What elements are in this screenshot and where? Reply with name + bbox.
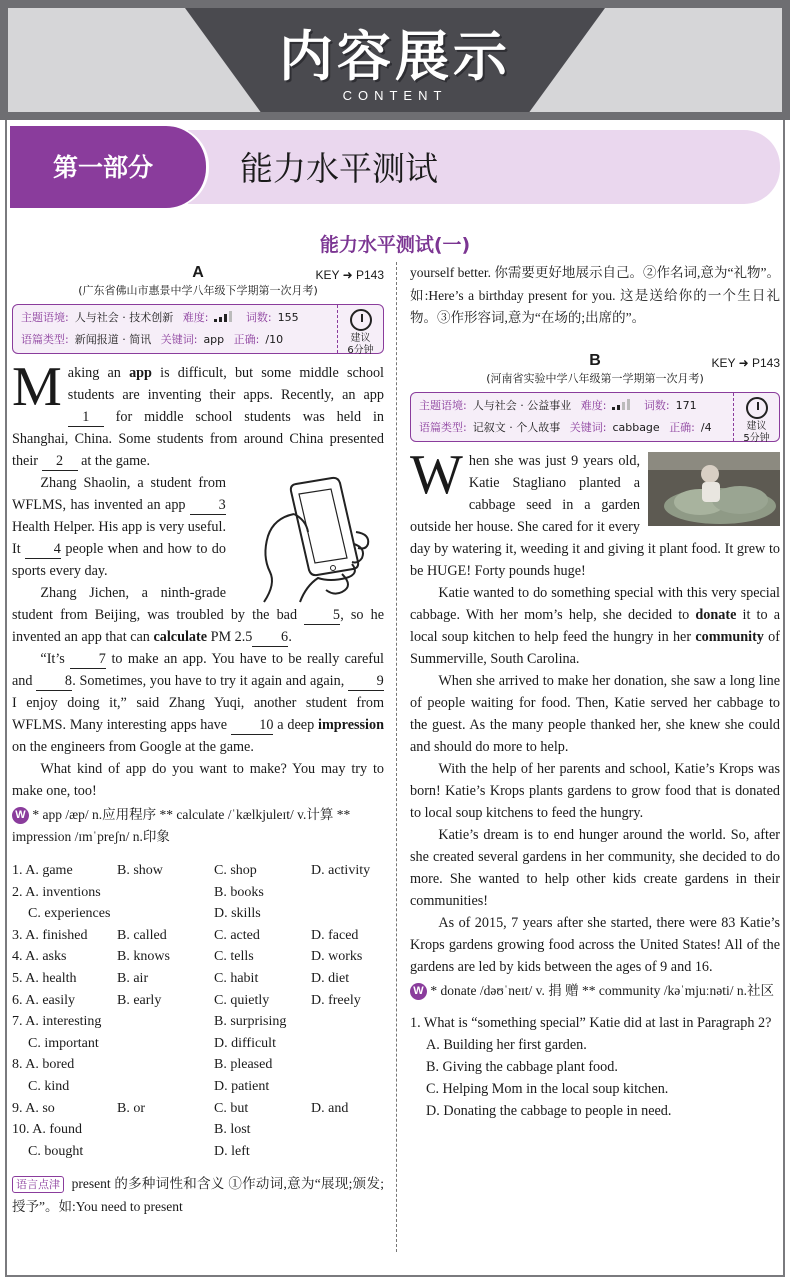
- dropcap: M: [12, 356, 62, 418]
- correct-label: 正确:: [233, 333, 260, 346]
- option-c[interactable]: C. Helping Mom in the local soup kitchen.: [426, 1080, 669, 1097]
- blank-6[interactable]: 6: [252, 628, 288, 647]
- option-choice[interactable]: 8. A. bored: [12, 1057, 75, 1073]
- option-choice[interactable]: C. important: [28, 1035, 99, 1051]
- option-choice[interactable]: B. show: [117, 863, 163, 878]
- option-d[interactable]: D. Donating the cabbage to people in need.: [426, 1102, 672, 1119]
- option-row: [12, 1076, 384, 1098]
- bold-word: calculate: [153, 629, 208, 645]
- option-choice[interactable]: D. left: [214, 1143, 250, 1159]
- difficulty-label: 难度:: [182, 311, 209, 324]
- text: Health Helper. His app is very useful. It: [12, 519, 226, 557]
- passage-b-source: (河南省实验中学八年级第一学期第一次月考): [486, 371, 704, 385]
- blank-2[interactable]: 2: [42, 452, 78, 471]
- wordcount-value: 155: [277, 311, 299, 324]
- option-choice[interactable]: D. diet: [311, 970, 350, 986]
- option-choice[interactable]: B. air: [117, 970, 149, 986]
- banner-title: 内容展示: [279, 25, 511, 88]
- text: to make an app. You have to be really careful and: [12, 651, 384, 689]
- option-choice[interactable]: D. works: [311, 949, 363, 965]
- language-note-continued: yourself better. 你需要更好地展示自己。②作名词,意为“礼物”。如:Here’s a birthday present for you. 这是送给你的一个生日礼物。③作形容词,意为“在场的;出席的”。: [410, 265, 780, 325]
- timer-minutes: 5分钟: [743, 432, 770, 444]
- option-choice[interactable]: D. freely: [311, 992, 361, 1008]
- option-choice[interactable]: B. knows: [117, 949, 170, 965]
- bold-word: community: [695, 628, 764, 645]
- passage-a-key: KEY ➜ P143: [315, 268, 384, 282]
- option-choice[interactable]: C. experiences: [28, 906, 111, 922]
- option-choice[interactable]: B. early: [117, 992, 162, 1008]
- suggested-time: [733, 393, 779, 444]
- text: . Sometimes, you have to try it again and again,: [72, 673, 348, 689]
- option-row: [12, 925, 384, 947]
- text: Zhang Jichen, a ninth-grade student from Beijing, was troubled by the bad: [12, 585, 305, 623]
- option-choice[interactable]: C. shop: [214, 863, 257, 878]
- option-choice[interactable]: D. patient: [214, 1078, 270, 1094]
- option-row: [12, 968, 384, 990]
- wordcount-value: 171: [675, 398, 697, 412]
- theme-label: 主题语境:: [21, 311, 69, 324]
- bold-word: impression: [318, 717, 384, 733]
- alarm-clock-icon: [350, 309, 372, 331]
- option-choice[interactable]: D. activity: [311, 863, 371, 878]
- option-choice[interactable]: C. habit: [214, 970, 259, 986]
- banner-subtitle: CONTENT: [342, 88, 448, 103]
- correct-label: 正确:: [669, 420, 695, 434]
- option-choice[interactable]: B. called: [117, 927, 167, 943]
- option-choice[interactable]: B. books: [214, 884, 264, 900]
- passage-a-paragraph-2: [12, 472, 384, 582]
- option-choice[interactable]: D. difficult: [214, 1035, 276, 1051]
- option-choice[interactable]: D. faced: [311, 927, 359, 943]
- blank-5[interactable]: 5: [304, 606, 340, 625]
- option-choice[interactable]: C. kind: [28, 1078, 70, 1094]
- option-row: [12, 1033, 384, 1055]
- word-badge-icon: W: [12, 807, 29, 824]
- vocab-text: * app /æp/ n.应用程序 ** calculate /ˈkælkjuleɪt/ v.计算 ** impression /ɪmˈpreʃn/ n.印象: [12, 807, 351, 844]
- passage-b-infobox: [410, 392, 780, 442]
- question-stem: 1. What is “something special” Katie did at last in Paragraph 2?: [410, 1014, 772, 1031]
- option-row: [12, 1098, 384, 1120]
- option-choice[interactable]: D. skills: [214, 906, 261, 922]
- option-row: [12, 1054, 384, 1076]
- timer-text: 建议: [350, 333, 371, 344]
- theme-value: 人与社会 · 公益事业: [472, 398, 572, 412]
- passage-a-letter: A: [192, 264, 204, 281]
- option-choice[interactable]: C. quietly: [214, 992, 270, 1008]
- passage-a-vocabulary: [12, 804, 384, 848]
- timer-text: 建议: [746, 420, 767, 432]
- type-label: 语篇类型:: [21, 333, 69, 346]
- section-title: 能力水平测试(一): [319, 234, 471, 256]
- correct-value: /4: [700, 420, 712, 434]
- option-choice[interactable]: 5. A. health: [12, 970, 77, 986]
- text: at the game.: [77, 453, 151, 469]
- text: aking an: [67, 365, 130, 381]
- keyword-value: cabbage: [612, 420, 660, 434]
- blank-10[interactable]: 10: [231, 716, 274, 735]
- text: on the engineers from Google at the game.: [12, 739, 254, 755]
- option-row: [12, 990, 384, 1012]
- question-1: [410, 1012, 780, 1122]
- wordcount-label: 词数:: [245, 311, 272, 324]
- passage-b-paragraph-3: When she arrived to make her donation, she saw a long line of people waiting for food. Then, Katie served her cabbage to the guest. As the many people thanked her, she knew she could and should do more to help.: [410, 672, 780, 755]
- header-banner: [0, 0, 790, 120]
- option-choice[interactable]: B. surprising: [214, 1014, 287, 1030]
- bold-word: donate: [695, 606, 737, 623]
- passage-a-options: [12, 860, 384, 1162]
- difficulty-signal-icon: [612, 399, 634, 410]
- passage-b-key: KEY ➜ P143: [711, 355, 780, 370]
- option-row: [12, 860, 384, 882]
- option-row: [12, 903, 384, 925]
- dropcap: W: [410, 443, 463, 506]
- text: “It’s: [40, 651, 71, 667]
- text: Zhang Shaolin, a student from WFLMS, has invented an app: [12, 475, 226, 513]
- passage-a-source: (广东省佛山市惠景中学八年级下学期第一次月考): [78, 284, 318, 297]
- photo-image: [648, 452, 780, 526]
- blank-4[interactable]: 4: [25, 540, 61, 559]
- text: a deep: [273, 717, 319, 733]
- right-column: [410, 262, 780, 1122]
- passage-b-letter: B: [589, 351, 601, 369]
- blank-7[interactable]: 7: [70, 650, 106, 669]
- passage-b-header: [410, 350, 780, 370]
- option-row: [12, 882, 384, 904]
- passage-b-paragraph-5: Katie’s dream is to end hunger around the world. So, after she created several gardens in her community, she decided to do more. She wanted to help other kids create gardens in their communities!: [410, 826, 780, 909]
- option-choice[interactable]: 7. A. interesting: [12, 1014, 102, 1030]
- blank-9[interactable]: 9: [348, 672, 384, 691]
- type-label: 语篇类型:: [419, 420, 467, 434]
- text: , so he invented an app that can: [12, 607, 384, 645]
- keyword-label: 关键词:: [160, 333, 198, 346]
- option-choice[interactable]: 4. A. asks: [12, 949, 67, 965]
- left-column: [12, 262, 384, 1218]
- language-note-text: present 的多种词性和含义 ①作动词,意为“展现;颁发;授予”。如:You need to present: [12, 1176, 384, 1215]
- blank-1[interactable]: 1: [68, 408, 104, 427]
- difficulty-signal-icon: [214, 311, 236, 322]
- language-note-tag: 语言点津: [12, 1176, 64, 1193]
- option-choice[interactable]: 9. A. so: [12, 1100, 55, 1116]
- passage-a-infobox: [12, 304, 384, 354]
- option-choice[interactable]: 6. A. easily: [12, 992, 75, 1008]
- alarm-clock-icon: [746, 397, 768, 419]
- text: people when and how to do sports every day.: [12, 541, 226, 579]
- keyword-label: 关键词:: [569, 420, 607, 434]
- text: I enjoy doing it,” said Zhang Yuqi, another student from WFLMS. Many interesting apps have: [12, 695, 384, 733]
- passage-a-paragraph-5: What kind of app do you want to make? You may try to make one, too!: [12, 761, 384, 799]
- passage-b-paragraph-1: [410, 443, 780, 582]
- correct-value: /10: [265, 333, 284, 346]
- text: it to a local soup kitchen to help feed the hungry in her: [410, 606, 780, 645]
- option-choice[interactable]: C. bought: [28, 1143, 84, 1159]
- blank-8[interactable]: 8: [36, 672, 72, 691]
- passage-b-paragraph-2: [410, 582, 780, 670]
- part-title: 能力水平测试: [240, 149, 438, 188]
- text: hen she was just 9 years old, Katie Stagliano planted a cabbage seed in a garden outside her house. She cared for it every day by watering it, weeding it and giving it plant food. It grew to be HUGE! Forty pounds huge!: [410, 452, 780, 579]
- text: Katie wanted to do something special with this very special cabbage. With her mom’s help, she decided to: [410, 584, 780, 623]
- part-header: [10, 126, 780, 208]
- text: for middle school students was held in Shanghai, China. Some students from around China presented their: [12, 409, 384, 469]
- bold-word: app: [129, 365, 152, 381]
- text: PM 2.5: [207, 629, 253, 645]
- option-row: [12, 1119, 384, 1141]
- option-choice[interactable]: B. lost: [214, 1122, 251, 1138]
- hand-holding-phone-illustration: [234, 474, 384, 604]
- text: .: [288, 629, 292, 645]
- language-note: [12, 1172, 384, 1218]
- passage-b-vocabulary: [410, 980, 780, 1002]
- column-divider: [396, 262, 397, 1252]
- type-value: 新闻报道 · 简讯: [74, 333, 152, 346]
- text: of Summerville, South Carolina.: [410, 628, 780, 667]
- text: is difficult, but some middle school students are inventing their apps. Recently, an app: [67, 365, 384, 403]
- word-badge-icon: W: [410, 983, 427, 1000]
- passage-a-paragraph-4: [12, 648, 384, 758]
- katie-cabbage-photo: [648, 452, 780, 526]
- part-label: 第一部分: [52, 153, 153, 182]
- difficulty-label: 难度:: [580, 398, 607, 412]
- blank-3[interactable]: 3: [190, 496, 226, 515]
- passage-b-paragraph-6: As of 2015, 7 years after she started, there were 83 Katie’s Krops gardens growing food across the United States! All of the gardens are led by kids between the ages of 9 and 16.: [410, 914, 780, 975]
- option-choice[interactable]: B. pleased: [214, 1057, 273, 1073]
- option-choice[interactable]: 10. A. found: [12, 1122, 82, 1138]
- option-a[interactable]: A. Building her first garden.: [426, 1036, 587, 1053]
- timer-minutes: 6分钟: [347, 345, 374, 356]
- option-row: [12, 1141, 384, 1163]
- suggested-time: [337, 305, 383, 356]
- passage-a-header: [12, 262, 384, 282]
- option-b[interactable]: B. Giving the cabbage plant food.: [426, 1058, 618, 1075]
- option-choice[interactable]: D. and: [311, 1100, 349, 1116]
- option-choice[interactable]: C. but: [214, 1100, 249, 1116]
- type-value: 记叙文 · 个人故事: [472, 420, 561, 434]
- option-choice[interactable]: C. acted: [214, 927, 260, 943]
- option-choice[interactable]: 3. A. finished: [12, 927, 88, 943]
- option-choice[interactable]: 2. A. inventions: [12, 884, 101, 900]
- keyword-value: app: [203, 333, 225, 346]
- passage-b-paragraph-4: With the help of her parents and school, Katie’s Krops was born! Katie’s Krops plants gardens to grow food that is donated to local soup kitchens to feed the hungry.: [410, 760, 780, 821]
- option-row: [12, 946, 384, 968]
- option-row: [12, 1011, 384, 1033]
- option-choice[interactable]: C. tells: [214, 949, 254, 965]
- vocab-text: * donate /dəʊˈneɪt/ v. 捐 赠 ** community /kəˈmjuːnəti/ n.社区: [427, 982, 774, 998]
- theme-label: 主题语境:: [419, 398, 467, 412]
- theme-value: 人与社会 · 技术创新: [74, 311, 174, 324]
- wordcount-label: 词数:: [643, 398, 670, 412]
- passage-a-paragraph-1: [12, 356, 384, 472]
- option-choice[interactable]: B. or: [117, 1100, 145, 1116]
- option-choice[interactable]: 1. A. game: [12, 863, 73, 878]
